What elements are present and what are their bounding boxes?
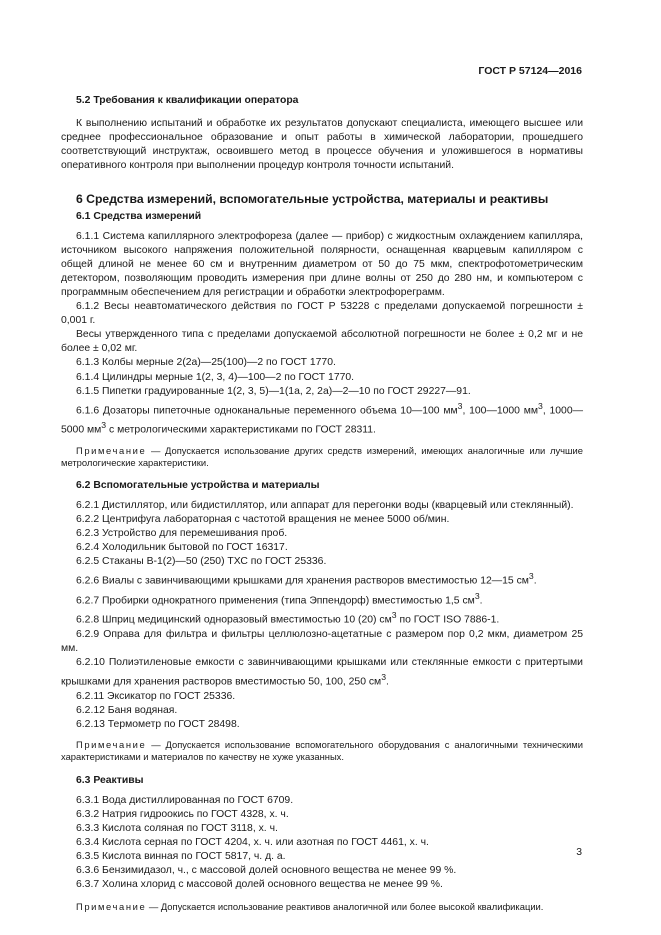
note-label: Примечание [76, 444, 147, 456]
paragraph-6-2-13: 6.2.13 Термометр по ГОСТ 28498. [76, 718, 240, 730]
paragraph-6-1-6 [61, 399, 583, 438]
paragraph-6-3-1: 6.3.1 Вода дистиллированная по ГОСТ 6709. [76, 794, 294, 806]
paragraph-6-1-2-scales: Весы утвержденного типа с пределами допускаемой абсолютной погрешности не более ± 0,2 мг и не более ± 0,02 мг. [61, 329, 583, 355]
text-run: . [479, 595, 483, 607]
text-run: с метрологическими характеристиками по ГОСТ 28311. [106, 424, 376, 436]
text-run: 6.2.6 Виалы с завинчивающими крышками для хранения растворов вместимостью 12—15 см [76, 575, 529, 587]
section-6-3-heading: 6.3 Реактивы [76, 774, 144, 786]
section-6-heading: 6 Средства измерений, вспомогательные устройства, материалы и реактивы [76, 192, 549, 207]
superscript: 3 [474, 590, 480, 601]
note-text: — Допускается использование других средств измерений, имеющих аналогичные или лучшие метрологические характеристики. [61, 444, 583, 469]
superscript: 3 [457, 400, 463, 411]
superscript: 3 [528, 571, 534, 582]
paragraph-6-3-3: 6.3.3 Кислота соляная по ГОСТ 3118, х. ч. [76, 823, 278, 835]
paragraph-6-3-5: 6.3.5 Кислота винная по ГОСТ 5817, ч. д. а. [76, 851, 286, 863]
text-run: 6.1.6 Дозаторы пипеточные одноканальные переменного объема 10—100 мм [76, 405, 458, 417]
page-number: 3 [576, 847, 582, 858]
section-6-2-heading: 6.2 Вспомогательные устройства и материалы [76, 479, 320, 491]
document-id-header: ГОСТ Р 57124—2016 [478, 65, 582, 77]
paragraph-6-2-9: 6.2.9 Оправа для фильтра и фильтры целлюлозно-ацетатные с размером пор 0,2 мкм, диаметром 25 мм. [61, 628, 583, 654]
paragraph-6-2-10 [61, 656, 583, 690]
paragraph-6-2-12: 6.2.12 Баня водяная. [76, 704, 178, 716]
text-run: 6.2.7 Пробирки однократного применения (типа Эппендорф) вместимостью 1,5 см [76, 595, 475, 607]
paragraph-6-2-3: 6.2.3 Устройство для перемешивания проб. [76, 527, 288, 539]
text-run: . [533, 575, 537, 587]
superscript: 3 [538, 400, 543, 411]
paragraph-6-2-1: 6.2.1 Дистиллятор, или бидистиллятор, или аппарат для перегонки воды (кварцевый или стеклянный). [76, 499, 574, 511]
superscript: 3 [381, 672, 387, 683]
note-label: Примечание [76, 900, 147, 912]
note-text: — Допускается использование вспомогательного оборудования с аналогичными техническими характеристиками и материалов по качеству не хуже указанных. [61, 739, 583, 763]
paragraph-6-2-4: 6.2.4 Холодильник бытовой по ГОСТ 16317. [76, 542, 288, 553]
paragraph-6-2-2: 6.2.2 Центрифуга лабораторная с частотой вращения не менее 5000 об/мин. [76, 513, 450, 525]
note-6-3 [61, 901, 583, 913]
paragraph-6-2-5: 6.2.5 Стаканы В-1(2)—50 (250) ТХС по ГОСТ 25336. [76, 556, 327, 568]
paragraph-6-3-6: 6.3.6 Бензимидазол, ч., с массовой долей основного вещества не менее 99 %. [76, 865, 457, 877]
text-run: по ГОСТ ISO 7886-1. [396, 614, 500, 626]
paragraph-6-2-8 [61, 608, 583, 628]
paragraph-6-1-3: 6.1.3 Колбы мерные 2(2а)—25(100)—2 по ГОСТ 1770. [76, 357, 336, 369]
page-content [61, 94, 583, 913]
paragraph-6-2-6 [61, 569, 583, 589]
text-run: 6.2.10 Полиэтиленовые емкости с завинчивающими крышками или стеклянные емкости с притертыми крышками для хранения растворов вместимостью 50, 100, 250 см [61, 657, 583, 688]
text-run: , 1000—5000 мм [61, 405, 583, 436]
paragraph-6-1-1: 6.1.1 Система капиллярного электрофореза (далее — прибор) с жидкостным охлаждением капилляра, источником высокого напряжения положительной полярности, оснащенная кварцевым капилляром с общей длиной не менее 60 см и внутренним диаметром от 50 до 75 мкм, спектрофотометрическим детектором, позволяющим проводить измерения при длине волны от 250 до 280 нм, и компьютером с программным обеспечением для регистрации и обработки электрофореграмм. [61, 230, 583, 298]
superscript: 3 [391, 610, 397, 621]
superscript: 3 [101, 420, 107, 431]
paragraph-6-1-5: 6.1.5 Пипетки градуированные 1(2, 3, 5)—1(1а, 2, 2а)—2—10 по ГОСТ 29227—91. [76, 385, 471, 397]
text-run: , 100—1000 мм [462, 405, 539, 417]
section-5-2-text: К выполнению испытаний и обработке их результатов допускают специалиста, имеющего высшее или среднее профессиональное образование и опыт работы в химической лаборатории, прошедшего соответствующий инструктаж, освоившего метод в процессе обучения и уложившегося в нормативы оперативного контроля при выполнении процедур контроля точности испытаний. [61, 118, 583, 172]
paragraph-6-2-7 [61, 589, 583, 609]
paragraph-6-3-7: 6.3.7 Холина хлорид с массовой долей основного вещества не менее 99 %. [76, 879, 443, 891]
note-label: Примечание [76, 739, 147, 750]
paragraph-6-1-2: 6.1.2 Весы неавтоматического действия по ГОСТ Р 53228 с пределами допускаемой погрешности ± 0,001 г. [61, 301, 583, 327]
paragraph-6-2-11: 6.2.11 Эксикатор по ГОСТ 25336. [76, 690, 236, 702]
paragraph-6-1-4: 6.1.4 Цилиндры мерные 1(2, 3, 4)—100—2 по ГОСТ 1770. [76, 371, 355, 383]
paragraph-6-3-2: 6.3.2 Натрия гидроокись по ГОСТ 4328, х. ч. [76, 809, 289, 820]
text-run: 6.2.8 Шприц медицинский одноразовый вместимостью 10 (20) см [76, 614, 392, 626]
note-6-1 [61, 445, 583, 470]
section-5-2-heading: 5.2 Требования к квалификации оператора [76, 95, 299, 106]
note-6-2 [61, 739, 583, 764]
text-run: . [386, 676, 389, 688]
section-6-1-heading: 6.1 Средства измерений [76, 211, 202, 223]
paragraph-6-3-4: 6.3.4 Кислота серная по ГОСТ 4204, х. ч. или азотная по ГОСТ 4461, х. ч. [76, 837, 429, 849]
note-text: — Допускается использование реактивов аналогичной или более высокой квалификации. [146, 900, 544, 912]
